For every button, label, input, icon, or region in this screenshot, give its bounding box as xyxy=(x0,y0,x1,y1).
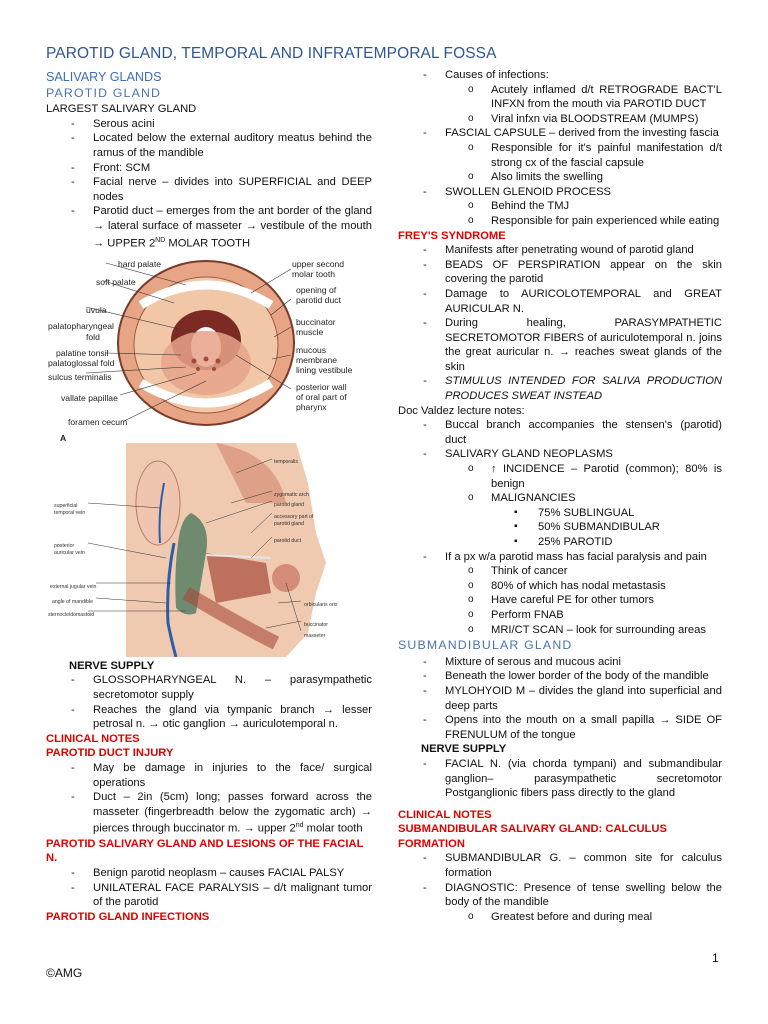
label-upper-second: upper second xyxy=(292,258,345,269)
label-opening-of: opening of xyxy=(296,284,337,295)
list-item: - Manifests after penetrating wound of parotid gland xyxy=(398,243,722,258)
label-external-jugular-vein: external jugular vein xyxy=(50,583,97,590)
list-item: ▪ 50% SUBMANDIBULAR xyxy=(398,520,722,535)
list-item: ▪ 25% PAROTID xyxy=(398,535,722,550)
list-item: - May be damage in injuries to the face/ surgical operations xyxy=(46,761,372,790)
frey-list xyxy=(398,243,722,404)
list-item: - SUBMANDIBULAR G. – common site for calculus formation xyxy=(398,851,722,880)
list-item: o Responsible for it's painful manifestation d/t strong cx of the fascial capsule xyxy=(398,141,722,170)
list-item: o Responsible for pain experienced while eating xyxy=(398,214,722,229)
capsule-list xyxy=(398,126,722,141)
label-lining-vestibule: lining vestibule xyxy=(296,364,353,375)
list-item: - Buccal branch accompanies the stensen's (parotid) duct xyxy=(398,418,722,447)
label-palatoglossal-fold: palatoglossal fold xyxy=(48,357,115,368)
list-item: - GLOSSOPHARYNGEAL N. – parasympathetic secretomotor supply xyxy=(46,673,372,702)
list-item: - FACIAL N. (via chorda tympani) and submandibular ganglion– parasympathetic secretomotor Postganglionic fibers pass directly to the gland xyxy=(398,757,722,801)
label-of-oral-part: of oral part of xyxy=(296,391,347,402)
label-palatine-tonsil: palatine tonsil xyxy=(56,347,109,358)
label-muscle: muscle xyxy=(296,326,324,337)
list-item: o MALIGNANCIES xyxy=(398,491,722,506)
malignancies-list xyxy=(398,506,722,550)
label-parotid-duct: parotid duct xyxy=(296,294,341,305)
list-item: o Think of cancer xyxy=(398,564,722,579)
list-item: - Front: SCM xyxy=(46,161,372,176)
label-pharynx: pharynx xyxy=(296,401,327,412)
list-item: - Mixture of serous and mucous acini xyxy=(398,655,722,670)
list-item: - STIMULUS INTENDED FOR SALIVA PRODUCTION PRODUCES SWEAT INSTEAD xyxy=(398,374,722,403)
injury-text: Duct – 2in (5cm) long; passes forward across the masseter (fingerbreadth below the zygomatic arch) → pierces through buccinator m. → upper 2 xyxy=(93,791,372,836)
label-angle-of-mandible: angle of mandible xyxy=(52,598,93,605)
list-item: - SALIVARY GLAND NEOPLASMS xyxy=(398,447,722,462)
list-item: - Opens into the mouth on a small papilla → SIDE OF FRENULUM of the tongue xyxy=(398,713,722,742)
superscript: ND xyxy=(155,236,166,244)
list-item: o Viral infxn via BLOODSTREAM (MUMPS) xyxy=(398,112,722,127)
clinical-notes-heading: CLINICAL NOTES xyxy=(46,732,140,745)
list-item: - MYLOHYOID M – divides the gland into superficial and deep parts xyxy=(398,684,722,713)
duct-injury-list xyxy=(46,761,372,837)
causes-sublist xyxy=(398,83,722,127)
list-item: - During healing, PARASYMPATHETIC SECRETOMOTOR FIBERS of auriculotemporal n. joins the great auricular n. → reaches sweat glands of the skin xyxy=(398,316,722,374)
duct-text-end: MOLAR TOOTH xyxy=(165,237,251,250)
nerve-supply-heading-2: NERVE SUPPLY xyxy=(421,743,507,756)
list-item: o ↑ INCIDENCE – Parotid (common); 80% is benign xyxy=(398,462,722,491)
label-fold: fold xyxy=(86,331,100,342)
parotid-figure xyxy=(46,443,372,657)
list-item: - Damage to AURICOLOTEMPORAL and GREAT AURICULAR N. xyxy=(398,287,722,316)
label-soft-palate: soft palate xyxy=(96,276,136,287)
label-posterior: posterior xyxy=(54,542,75,549)
glenoid-list xyxy=(398,185,722,200)
label-palatopharyngeal: palatopharyngeal xyxy=(48,320,114,331)
list-item: - Serous acini xyxy=(46,117,372,132)
valdez-list xyxy=(398,418,722,462)
panel-letter: A xyxy=(60,432,67,443)
lecture-notes-heading: Doc Valdez lecture notes: xyxy=(398,404,525,417)
label-temporalis: temporalis xyxy=(274,458,298,465)
label-parotid-gland-2: parotid gland xyxy=(274,520,304,527)
label-temporal-vein: temporal vein xyxy=(54,509,86,516)
list-item: o MRI/CT SCAN – look for surrounding areas xyxy=(398,623,722,638)
right-column xyxy=(398,68,722,924)
label-uvula: uvula xyxy=(86,304,107,315)
list-item: o Greatest before and during meal xyxy=(398,910,722,925)
label-accessory-parotid: accessory part of xyxy=(274,513,314,520)
causes-list xyxy=(398,68,722,83)
left-column xyxy=(46,68,372,924)
label-foramen-cecum: foramen cecum xyxy=(68,416,128,427)
label-sulcus-terminalis: sulcus terminalis xyxy=(48,371,112,382)
list-item xyxy=(46,204,372,251)
clinical-notes-heading-2: CLINICAL NOTES xyxy=(398,808,492,821)
list-item: - DIAGNOSTIC: Presence of tense swelling below the body of the mandible xyxy=(398,881,722,910)
label-hard-palate: hard palate xyxy=(118,258,162,269)
label-buccinator-2: buccinator xyxy=(304,621,328,628)
lesions-list xyxy=(46,866,372,910)
list-item: - UNILATERAL FACE PARALYSIS – d/t malignant tumor of the parotid xyxy=(46,881,372,910)
calculus-list xyxy=(398,851,722,909)
footer-copyright: ©AMG xyxy=(46,966,83,980)
label-superficial: superficial xyxy=(54,502,78,509)
capsule-sublist xyxy=(398,141,722,185)
parotid-duct-injury-heading: PAROTID DUCT INJURY xyxy=(46,747,174,760)
label-parotid-gland: parotid gland xyxy=(274,501,304,508)
label-zygomatic-arch: zygomatic arch xyxy=(274,491,309,498)
list-item: o Acutely inflamed d/t RETROGRADE BACT'L INFXN from the mouth via PAROTID DUCT xyxy=(398,83,722,112)
list-item: o Behind the TMJ xyxy=(398,199,722,214)
label-mucous: mucous xyxy=(296,344,327,355)
list-item: - Reaches the gland via tympanic branch → lesser petrosal n. → otic ganglion → auriculotemporal n. xyxy=(46,703,372,732)
mass-list xyxy=(398,550,722,565)
list-item xyxy=(46,790,372,837)
list-item: - Beneath the lower border of the body of the mandible xyxy=(398,669,722,684)
glenoid-sublist xyxy=(398,199,722,228)
list-item: o Perform FNAB xyxy=(398,608,722,623)
label-buccinator: buccinator xyxy=(296,316,336,327)
duct-text: Parotid duct – emerges from the ant border of the gland → lateral surface of masseter → vestibule of the mouth → UPPER 2 xyxy=(93,205,372,250)
label-membrane: membrane xyxy=(296,354,338,365)
nerve-supply-heading: NERVE SUPPLY xyxy=(69,659,155,672)
superscript: nd xyxy=(295,822,304,830)
lesions-heading: PAROTID SALIVARY GLAND AND LESIONS OF THE FACIAL N. xyxy=(46,837,364,865)
list-item: - FASCIAL CAPSULE – derived from the investing fascia xyxy=(398,126,722,141)
list-item: o Have careful PE for other tumors xyxy=(398,593,722,608)
page-title: PAROTID GLAND, TEMPORAL AND INFRATEMPORAL FOSSA xyxy=(46,45,497,62)
submandibular-list xyxy=(398,655,722,743)
list-item: - BEADS OF PERSPIRATION appear on the skin covering the parotid xyxy=(398,258,722,287)
list-item: ▪ 75% SUBLINGUAL xyxy=(398,506,722,521)
oral-cavity-figure xyxy=(46,255,372,441)
label-auricular-vein: auricular vein xyxy=(54,549,85,556)
salivary-glands-heading: SALIVARY GLANDS xyxy=(46,70,162,84)
parotid-list xyxy=(46,117,372,251)
parotid-gland-heading: PAROTID GLAND xyxy=(46,85,162,100)
submandibular-gland-heading: SUBMANDIBULAR GLAND xyxy=(398,638,573,653)
label-molar-tooth: molar tooth xyxy=(292,268,335,279)
calculus-heading: SUBMANDIBULAR SALIVARY GLAND: CALCULUS FORMATION xyxy=(398,823,667,850)
label-masseter: masseter xyxy=(304,632,326,639)
label-sternocleidomastoid: sternocleidomastoid xyxy=(48,611,95,618)
list-item: - If a px w/a parotid mass has facial paralysis and pain xyxy=(398,550,722,565)
list-item: - Facial nerve – divides into SUPERFICIAL and DEEP nodes xyxy=(46,175,372,204)
label-parotid-duct: parotid duct xyxy=(274,537,302,544)
list-item: o Also limits the swelling xyxy=(398,170,722,185)
label-posterior-wall: posterior wall xyxy=(296,381,347,392)
list-item: - Benign parotid neoplasm – causes FACIAL PALSY xyxy=(46,866,372,881)
list-item: - SWOLLEN GLENOID PROCESS xyxy=(398,185,722,200)
page-number: 1 xyxy=(712,951,719,965)
list-item: o 80% of which has nodal metastasis xyxy=(398,579,722,594)
freys-syndrome-heading: FREY'S SYNDROME xyxy=(398,229,506,242)
sub-nerve-list xyxy=(398,757,722,801)
infections-heading: PAROTID GLAND INFECTIONS xyxy=(46,910,210,923)
list-item: - Causes of infections: xyxy=(398,68,722,83)
list-item: - Located below the external auditory meatus behind the ramus of the mandible xyxy=(46,131,372,160)
largest-salivary-gland: LARGEST SALIVARY GLAND xyxy=(46,103,197,116)
label-orbicularis-oris: orbicularis oris xyxy=(304,601,338,608)
nerve-supply-list xyxy=(46,673,372,731)
mass-sublist xyxy=(398,564,722,637)
calculus-sublist xyxy=(398,910,722,925)
injury-text-end: molar tooth xyxy=(303,823,363,836)
label-vallate-papillae: vallate papillae xyxy=(61,392,118,403)
neoplasm-sublist xyxy=(398,462,722,506)
